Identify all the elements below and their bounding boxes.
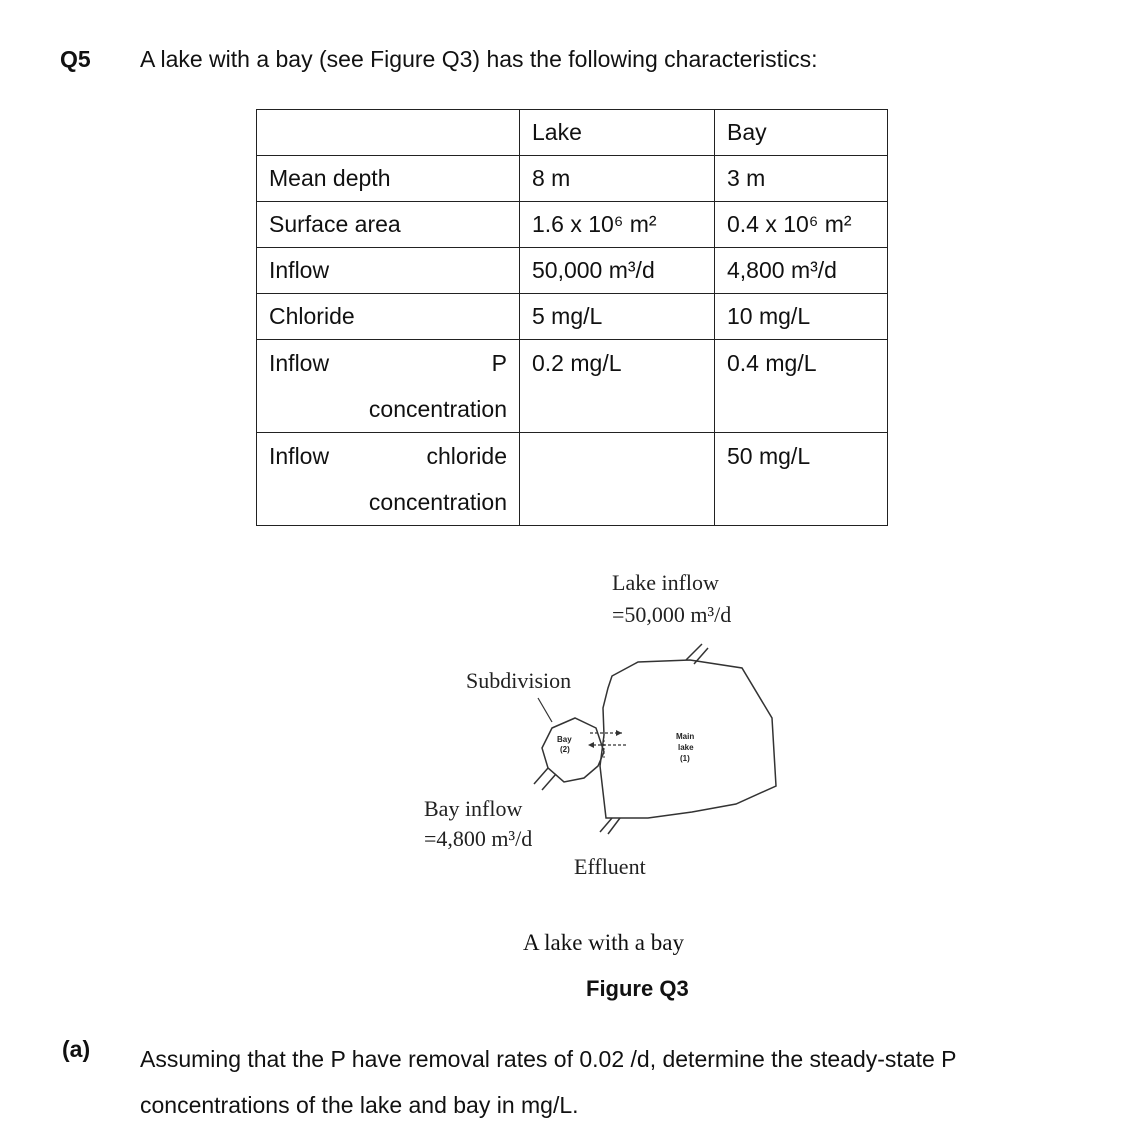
- main-lake-label-2: lake: [678, 743, 694, 752]
- bay-label-1: Bay: [557, 735, 572, 744]
- bay-value: 10 mg/L: [715, 294, 888, 340]
- figure-caption: A lake with a bay: [523, 930, 684, 955]
- label-part-b: chloride: [426, 443, 507, 469]
- subdivision-pointer: [538, 698, 552, 722]
- arrowhead-to-lake: [616, 730, 622, 736]
- lake-value: 50,000 m³/d: [520, 248, 715, 294]
- bay-value: 0.4 x 10⁶ m²: [715, 202, 888, 248]
- label-part-c: concentration: [368, 489, 507, 515]
- question-intro: A lake with a bay (see Figure Q3) has the following characteristics:: [140, 46, 818, 72]
- bay-inflow-label-2: =4,800 m³/d: [424, 826, 533, 851]
- lake-value: 8 m: [520, 156, 715, 202]
- row-label: Inflow: [257, 248, 520, 294]
- label-part-b: P: [491, 350, 507, 376]
- bay-value: 50 mg/L: [715, 433, 888, 526]
- lake-value: 1.6 x 10⁶ m²: [520, 202, 715, 248]
- label-part-c: concentration: [368, 396, 507, 422]
- header-lake: Lake: [520, 110, 715, 156]
- bay-inflow-label-1: Bay inflow: [424, 796, 523, 821]
- main-lake-label-3: (1): [680, 754, 690, 763]
- bay-value: 0.4 mg/L: [715, 340, 888, 433]
- row-label: Mean depth: [257, 156, 520, 202]
- figure-label: Figure Q3: [586, 976, 689, 1001]
- effluent-label: Effluent: [574, 854, 646, 879]
- row-label: Chloride: [257, 294, 520, 340]
- lake-value: 5 mg/L: [520, 294, 715, 340]
- label-part-a: Inflow: [269, 350, 330, 376]
- bay-value: 4,800 m³/d: [715, 248, 888, 294]
- part-a-text: Assuming that the P have removal rates of 0.02 /d, determine the steady-state P concentrations of the lake and bay in mg/L.: [140, 1046, 957, 1118]
- label-part-a: Inflow: [269, 443, 330, 469]
- question-number: Q5: [60, 46, 91, 72]
- lake-value: 0.2 mg/L: [520, 340, 715, 433]
- row-label: Surface area: [257, 202, 520, 248]
- bay-inflow-channel-2: [542, 774, 556, 790]
- bay-label-2: (2): [560, 745, 570, 754]
- subdivision-label: Subdivision: [466, 668, 572, 693]
- main-lake-label-1: Main: [676, 732, 695, 741]
- bay-outline: [542, 718, 604, 782]
- bay-inflow-channel: [534, 768, 548, 784]
- bay-value: 3 m: [715, 156, 888, 202]
- part-a-label: (a): [62, 1036, 91, 1062]
- lake-inflow-label-2: =50,000 m³/d: [612, 602, 732, 627]
- lake-inflow-label-1: Lake inflow: [612, 570, 719, 595]
- header-bay: Bay: [715, 110, 888, 156]
- arrowhead-to-bay: [588, 742, 594, 748]
